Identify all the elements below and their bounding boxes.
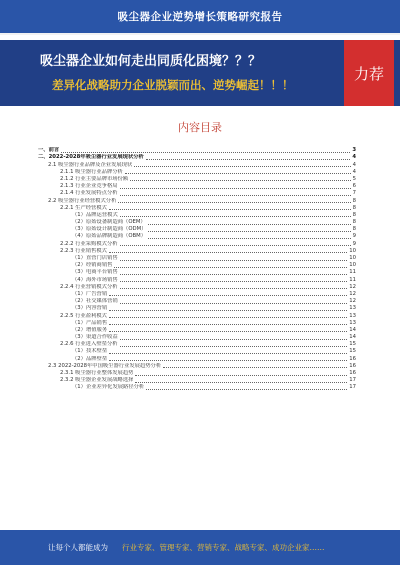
toc-entry-page: 14 [349, 334, 356, 341]
toc-entry[interactable] [38, 363, 356, 370]
hero-subline: 差异化战略助力企业脱颖而出、逆势崛起！！！ [52, 78, 294, 92]
toc-entry[interactable] [38, 233, 356, 240]
toc-entry-page: 9 [352, 240, 356, 247]
toc-leader-dots [109, 295, 347, 296]
recommend-badge: 力荐 [344, 40, 394, 106]
toc-leader-dots [118, 202, 350, 203]
toc-entry[interactable] [38, 355, 356, 362]
toc-entry[interactable] [38, 348, 356, 355]
toc-entry-page: 16 [349, 355, 356, 362]
toc-entry[interactable] [38, 212, 356, 219]
toc-entry-text: 2.2.1 生产经营模式 [60, 204, 107, 211]
toc-entry-page: 6 [352, 183, 356, 190]
toc-leader-dots [125, 173, 351, 174]
toc-entry-page: 16 [349, 362, 356, 369]
toc-entry[interactable] [38, 377, 356, 384]
toc-entry-page: 15 [349, 341, 356, 348]
toc-entry-text: （1）直营门店销售 [72, 255, 118, 261]
toc-entry-text: （4）原始品牌制造商（OBM） [72, 233, 147, 240]
toc-entry-text: （1）广告营销 [72, 290, 108, 297]
toc-entry[interactable] [38, 169, 356, 176]
toc-leader-dots [109, 360, 347, 361]
toc-entry[interactable] [38, 284, 356, 291]
toc-entry[interactable] [38, 190, 356, 197]
toc-entry[interactable] [38, 183, 356, 190]
toc-entry[interactable] [38, 370, 356, 377]
toc-leader-dots [109, 331, 347, 332]
toc-entry-page: 8 [352, 226, 356, 233]
bottom-banner [0, 530, 400, 565]
toc-entry[interactable] [38, 291, 356, 298]
toc-entry-page: 10 [349, 247, 356, 254]
toc-entry-text: （2）经销商销售 [72, 262, 113, 269]
toc-entry-page: 11 [349, 269, 356, 276]
toc-entry-text: 2.3.1 吸尘器行业整体发展趋势 [60, 370, 134, 376]
toc-leader-dots [135, 375, 347, 376]
toc-entry[interactable] [38, 255, 356, 262]
toc-leader-dots [120, 245, 351, 246]
toc-entry-page: 13 [349, 312, 356, 319]
toc-entry-page: 4 [352, 154, 356, 161]
toc-entry-text: 2.1.3 行业企业竞争格局 [60, 183, 118, 190]
toc-leader-dots [146, 159, 350, 160]
toc-entry[interactable] [38, 298, 356, 305]
toc-entry-text: （1）品牌运营模式 [72, 211, 118, 218]
toc-entry-text: 2.1.2 行业主要品牌市场份额 [60, 175, 129, 182]
toc-leader-dots [120, 188, 351, 189]
toc-entry-text: 2.2.5 行业盈利模式 [60, 312, 107, 319]
toc-leader-dots [146, 389, 347, 390]
toc-entry-text: （3）内容营销 [72, 305, 108, 312]
toc-entry-page: 17 [349, 377, 356, 384]
toc-leader-dots [109, 310, 347, 311]
toc-entry[interactable] [38, 305, 356, 312]
toc-entry-text: （3）原始设计制造商（ODM） [72, 226, 147, 233]
toc-entry-text: （1）企业差异化发展路径分析 [72, 384, 145, 391]
toc-entry-text: 2.2 吸尘器行业经营模式分析 [48, 197, 117, 204]
toc-entry-page: 7 [352, 190, 356, 197]
toc-leader-dots [114, 267, 347, 268]
toc-entry-page: 10 [349, 262, 356, 269]
toc-entry[interactable] [38, 327, 356, 334]
toc-entry-page: 8 [352, 204, 356, 211]
toc-leader-dots [109, 317, 347, 318]
toc-entry-page: 8 [352, 219, 356, 226]
toc-entry-text: 2.2.4 行业营销模式分析 [60, 283, 118, 290]
toc-entry[interactable] [38, 205, 356, 212]
toc-leader-dots [120, 260, 348, 261]
toc-entry-page: 9 [352, 233, 356, 240]
toc-entry[interactable] [38, 154, 356, 161]
toc-entry[interactable] [38, 320, 356, 327]
toc-leader-dots [134, 166, 350, 167]
toc-leader-dots [61, 152, 350, 153]
toc-entry[interactable] [38, 197, 356, 204]
toc-entry-page: 4 [352, 168, 356, 175]
toc-leader-dots [148, 224, 351, 225]
toc-entry-page: 17 [349, 384, 356, 391]
toc-entry[interactable] [38, 312, 356, 319]
toc-leader-dots [109, 209, 351, 210]
toc-entry-text: （1）产品销售 [72, 319, 108, 326]
toc-entry[interactable] [38, 240, 356, 247]
toc-entry[interactable] [38, 384, 356, 391]
toc-entry-text: 2.1.1 吸尘器行业品牌分析 [60, 168, 123, 175]
toc-entry-page: 4 [352, 161, 356, 168]
toc-entry-page: 11 [349, 276, 356, 283]
toc-leader-dots [109, 353, 347, 354]
toc-entry[interactable] [38, 161, 356, 168]
toc-entry-text: 二、2022-2028年吸尘器行业发展现状分析 [38, 154, 144, 161]
toc-entry-page: 10 [349, 255, 356, 261]
toc-entry[interactable] [38, 248, 356, 255]
toc-entry-text: 2.1.4 行业发展特点分析 [60, 190, 118, 197]
footer-roles: 行业专家、管理专家、营销专家、战略专家、成功企业家…… [122, 543, 325, 552]
toc-entry-text: 2.2.6 行业进入壁垒分析 [60, 341, 118, 348]
toc-entry-page: 8 [352, 197, 356, 204]
footer-lead: 让每个人都能成为 [48, 543, 108, 552]
toc-entry-text: （1）技术壁垒 [72, 348, 108, 355]
toc-entry-text: （4）海外市场销售 [72, 276, 118, 283]
toc-entry-page: 12 [349, 290, 356, 297]
toc-entry-text: 2.1 吸尘器行业品牌及企业发展现状 [48, 161, 133, 168]
toc-leader-dots [148, 238, 351, 239]
toc-entry-text: （2）品牌壁垒 [72, 355, 108, 362]
toc-entry[interactable] [38, 262, 356, 269]
toc-entry-text: （2）增值服务 [72, 326, 108, 333]
toc-entry-page: 8 [352, 211, 356, 218]
table-of-contents [38, 147, 356, 517]
toc-entry-text: 2.2.2 行业采购模式分析 [60, 240, 118, 247]
top-banner [0, 0, 400, 35]
toc-entry-text: 2.3.2 吸尘器企业发展战略选择 [60, 377, 134, 384]
toc-leader-dots [109, 252, 347, 253]
toc-entry-text: （3）电商平台销售 [72, 269, 118, 276]
toc-leader-dots [120, 288, 348, 289]
report-title: 吸尘器企业逆势增长策略研究报告 [117, 11, 283, 23]
toc-entry-page: 12 [349, 283, 356, 290]
toc-entry-text: （2）社交媒体营销 [72, 298, 118, 305]
toc-leader-dots [120, 195, 351, 196]
toc-entry-text: 2.2.3 行业销售模式 [60, 247, 107, 254]
toc-entry-page: 5 [352, 175, 356, 182]
toc-entry[interactable] [38, 147, 356, 154]
toc-entry-page: 13 [349, 305, 356, 312]
toc-leader-dots [148, 231, 350, 232]
toc-leader-dots [120, 346, 348, 347]
toc-title: 内容目录 [178, 121, 222, 134]
toc-entry[interactable] [38, 341, 356, 348]
toc-entry-page: 15 [349, 348, 356, 355]
toc-leader-dots [120, 303, 348, 304]
toc-leader-dots [120, 274, 348, 275]
toc-entry-page: 14 [349, 326, 356, 333]
toc-leader-dots [120, 216, 351, 217]
toc-entry[interactable] [38, 219, 356, 226]
toc-leader-dots [120, 339, 348, 340]
toc-entry[interactable] [38, 176, 356, 183]
toc-leader-dots [130, 180, 350, 181]
toc-entry-page: 13 [349, 319, 356, 326]
toc-leader-dots [120, 281, 348, 282]
toc-entry-page: 16 [349, 370, 356, 376]
toc-entry-page: 12 [349, 298, 356, 305]
toc-entry[interactable] [38, 226, 356, 233]
toc-entry-text: 一、前言 [38, 147, 60, 154]
toc-entry-page: 3 [352, 147, 356, 154]
toc-leader-dots [135, 382, 347, 383]
toc-entry-text: 2.3 2022-2028年中国吸尘器行业发展趋势分析 [48, 362, 162, 369]
hero-headline: 吸尘器企业如何走出同质化困境？？？ [40, 54, 262, 69]
toc-entry-text: （2）原始设备制造商（OEM） [72, 219, 146, 226]
toc-entry[interactable] [38, 276, 356, 283]
toc-entry[interactable] [38, 334, 356, 341]
toc-entry-text: （3）渠道合作收益 [72, 334, 118, 341]
hero-banner [0, 40, 400, 106]
toc-entry[interactable] [38, 269, 356, 276]
toc-leader-dots [163, 367, 347, 368]
toc-leader-dots [109, 324, 347, 325]
